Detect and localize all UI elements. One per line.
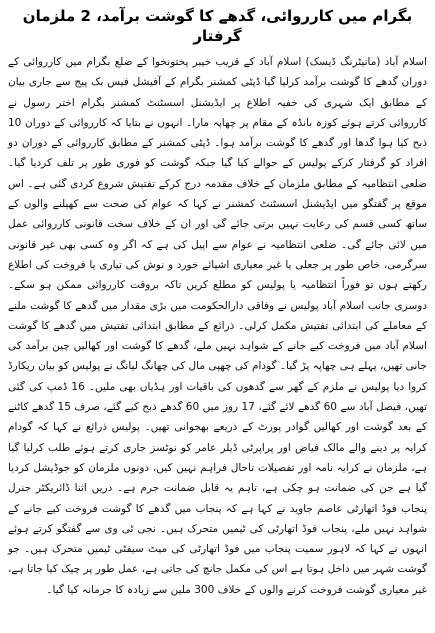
article-body: اسلام آباد (مانیٹرنگ ڈیسک) اسلام آباد کے قریب خیبر پختونخوا کے ضلع بگرام میں کارروائی کے دوران گدھے کا گوشت برآمد کرلیا گیا ڈپٹی کمشنر بگرام کے آفیشل فیس بک پیج سے جاری بیان کے مطابق ایک شہری کی خفیہ اطلاع پر ایڈیشنل اسسٹنٹ کمشنر بگرام اختر رسول نے کارروائی کرتے ہوئے کوزہ بانڈہ کے مقام پر چھاپہ مارا۔ انہوں نے بتایا کہ کارروائی کے دوران 10 ذبح کیا ہوا گدھا اور گدھے کا گوشت برآمد ہوا۔ ڈپٹی کمشنر کے مطابق کارروائی کے دوران دو افراد کو گرفتار کرکے پولیس کے حوالے کیا گیا جبکہ گوشت کو فوری طور پر تلف کردیا گیا۔ ضلعی انتظامیہ کے مطابق ملزمان کے خلاف مقدمہ درج کرکے تفتیش شروع کردی گئی ہے۔ اس موقع پر گفتگو میں ایڈیشنل اسسٹنٹ کمشنر نے کہا کہ عوام کی صحت سے کھیلنے والوں کے ساتھ کسی قسم کی رعایت نہیں برتی جائے گی اور ان کے خلاف سخت قانونی کارروائی عمل میں لائی جائے گی۔ ضلعی انتظامیہ نے عوام سے اپیل کی ہے کہ اگر وہ کسی بھی غیر قانونی سرگرمی، خاص طور پر جعلی یا غیر معیاری اشیائے خورد و نوش کی تیاری یا فروخت کی اطلاع رکھتے ہوں تو فوراً انتظامیہ یا پولیس کو مطلع کریں تاکہ بروقت کارروائی ممکن ہو سکے۔ دوسری جانب اسلام آباد پولیس نے وفاقی دارالحکومت میں بڑی مقدار میں گدھے کا گوشت ملنے کے معاملے کی ابتدائی تفتیش مکمل کرلی۔ ذرائع کے مطابق ابتدائی تفتیش میں گدھے کا گوشت اسلام آباد میں فروخت کیے جانے کے شواہد نہیں ملے، گدھے کا گوشت اور کھالیں چین برآمد کی جانی تھیں، پہلے ہی چھاپہ پڑ گیا۔ گودام کی چھپی مال کی چھانگ لیانگ نے پولیس کو بیان ریکارڈ کروا دیا پولیس نے ملزم کے گھر سے گدھوں کی باقیات اور ہڈیاں بھی ملیں۔ 16 ڈمپ کی گئی تھیں، فیصل آباد سے 60 گدھے لائے گئے، 17 روز میں 60 گدھے ذبح کیے گئے، صرف 15 گدھے کاٹنے کے بعد گوشت اور کھالیں گوادر پورٹ کے ذریعے بھجوانی تھیں۔ پولیس ذرائع نے کہا کہ گودام کرایہ پر دینے والے مالک فیاض اور پراپرٹی ڈیلر عامر کو نوٹسز جاری کرتے ہوئے طلب کرلیا گیا ہے، ملزمان نے کرایہ نامہ اور تفصیلات تاحال فراہم نہیں کیں، دونوں ملزمان کو جوڈیشل کردیا گیا ہے جن کی ضمانت ہو چکی ہے، تاہم یہ قابل ضمانت جرم ہے۔ دریں اثنا ڈائریکٹر جنرل پنجاب فوڈ اتھارٹی عاصم جاوید نے کہا ہے کہ پنجاب میں گدھے کا گوشت فروخت کیے جانے کے شواہد نہیں ملے، پنجاب فوڈ اتھارٹی کی ٹیمیں متحرک ہیں۔ نجی ٹی وی سے گفتگو کرتے ہوئے انہوں نے کہا کہ لاہور سمیت پنجاب میں فوڈ اتھارٹی کی میٹ سیفٹی ٹیمیں متحرک ہیں۔ جو گوشت شہر میں داخل ہوتا ہے اس کی مکمل جانچ کی جاتی ہے، عمل طور پر چیک کیا جاتا ہے، غیر معیاری گوشت فروخت کرنے والوں کے خلاف 300 ملین سے زیادہ کا جرمانہ کیا گیا۔ xyxy=(8,56,427,596)
headline: بگرام میں کارروائی، گدھے کا گوشت برآمد، 2 ملزمان گرفتار xyxy=(22,7,413,45)
